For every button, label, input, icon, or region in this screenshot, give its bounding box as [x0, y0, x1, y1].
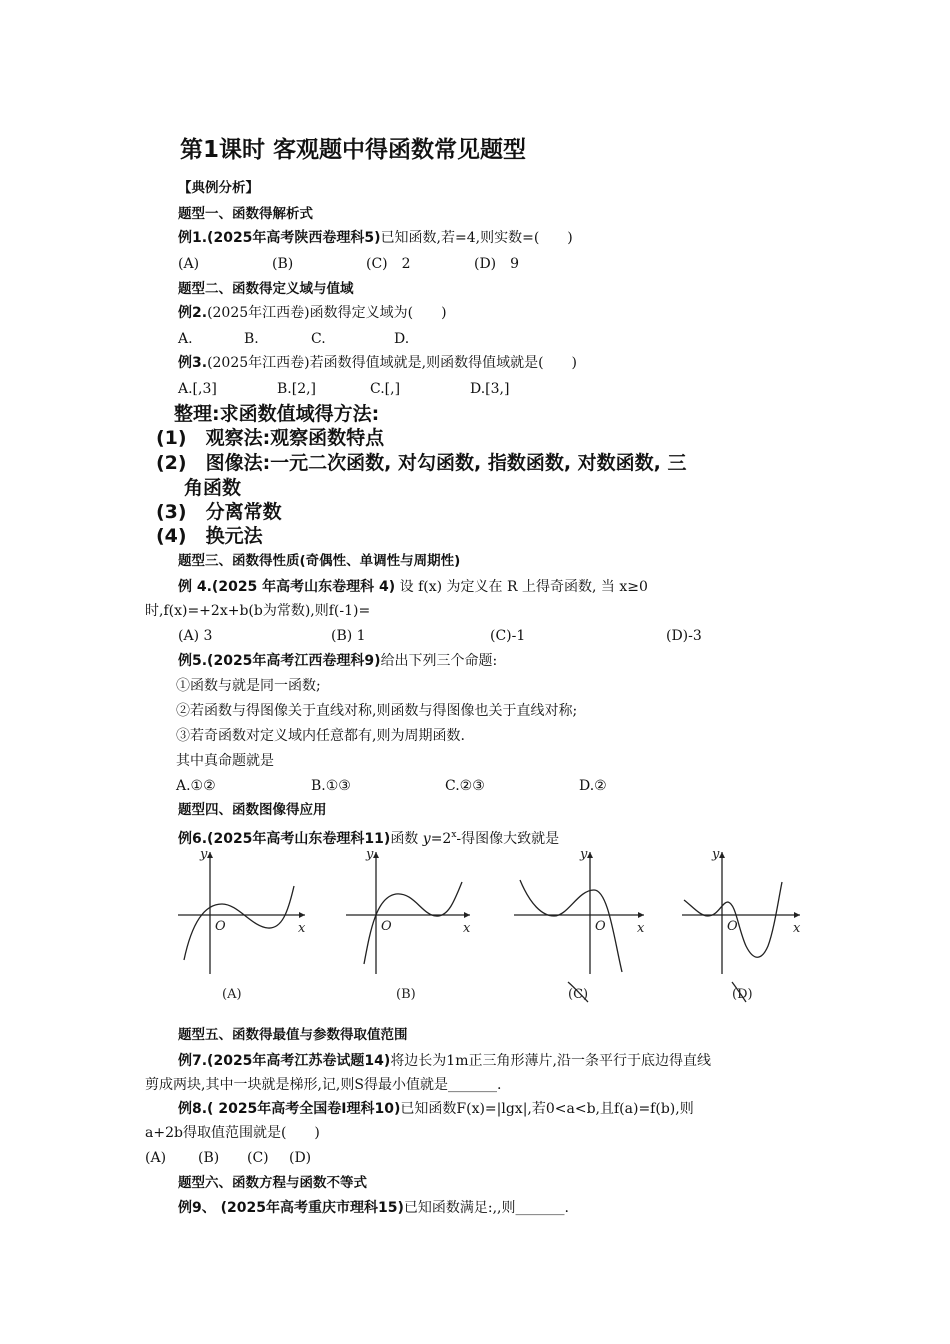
example-2-label: 例2. [178, 305, 208, 321]
type4-heading: 题型四、函数图像得应用 [178, 802, 327, 818]
analysis-heading: 【典例分析】 [178, 180, 259, 196]
example-9-text: 已知函数满足:,,则_______. [403, 1200, 569, 1216]
type3-heading: 题型三、函数得性质(奇偶性、单调性与周期性) [178, 553, 461, 569]
function-graph-options [170, 842, 810, 1008]
example-9 [178, 1199, 569, 1217]
graph-a-origin: O [215, 919, 226, 934]
ex1-option-c: (C) 2 [366, 256, 411, 272]
example-7-text-cont: 剪成两块,其中一块就是梯形,记,则S得最小值就是_______. [145, 1077, 502, 1093]
example-7 [178, 1052, 711, 1070]
graph-d [682, 852, 800, 1002]
type5-heading: 题型五、函数得最值与参数得取值范围 [178, 1027, 408, 1043]
page-title: 第1课时 客观题中得函数常见题型 [180, 137, 527, 163]
ex5-option-b: B.①③ [311, 778, 351, 794]
summary-item-2-cont: 角函数 [184, 477, 242, 499]
graph-b-curve [364, 882, 462, 964]
ex8-option-b: (B) [198, 1150, 220, 1166]
ex8-option-c: (C) [247, 1150, 269, 1166]
graph-c-caption: (C) [568, 987, 589, 1002]
graph-a-caption: (A) [222, 987, 242, 1002]
example-9-label: 例9、 (2025年高考重庆市理科15) [178, 1200, 404, 1216]
type1-heading: 题型一、函数得解析式 [178, 206, 313, 222]
graph-a-curve [184, 886, 294, 960]
ex8-option-a: (A) [145, 1150, 167, 1166]
example-8-text-cont: a+2b得取值范围就是( ) [145, 1125, 320, 1141]
example-8-text: 已知函数F(x)=|lgx|,若0<a<b,且f(a)=f(b),则 [400, 1101, 694, 1117]
example-8 [178, 1100, 694, 1118]
summary-heading: 整理:求函数值域得方法: [174, 403, 380, 425]
example-6-y: y [422, 831, 431, 847]
graph-a-x-label: x [298, 921, 306, 936]
graph-b [346, 852, 470, 974]
example-3-label: 例3. [178, 355, 208, 371]
ex2-option-a: A. [178, 331, 193, 347]
proposition-2: ②若函数与得图像关于直线对称,则函数与得图像也关于直线对称; [176, 703, 578, 719]
type6-heading: 题型六、函数方程与函数不等式 [178, 1175, 367, 1191]
example-8-label: 例8.( 2025年高考全国卷Ⅰ理科10) [178, 1101, 401, 1117]
summary-item-2: (2) 图像法:一元二次函数, 对勾函数, 指数函数, 对数函数, 三 [156, 452, 687, 474]
ex4-option-c: (C)-1 [490, 628, 526, 644]
example-6-eq: =2 [430, 831, 452, 847]
proposition-3: ③若奇函数对定义域内任意都有,则为周期函数. [176, 728, 465, 744]
graph-b-x-label: x [463, 921, 471, 936]
example-6-label: 例6.(2025年高考山东卷理科11) [178, 831, 391, 847]
ex1-option-d: (D) 9 [474, 256, 520, 272]
example-1-label: 例1.(2025年高考陕西卷理科5) [178, 230, 381, 246]
ex5-option-d: D.② [579, 778, 607, 794]
ex8-option-d: (D) [289, 1150, 312, 1166]
example-4-text: 设 f(x) 为定义在 R 上得奇函数, 当 x≥0 [399, 579, 648, 595]
ex2-option-b: B. [244, 331, 259, 347]
graph-d-y-label: y [712, 847, 720, 862]
example-5-label: 例5.(2025年高考江西卷理科9) [178, 653, 381, 669]
graph-c-x-label: x [637, 921, 645, 936]
example-6-post: -得图像大致就是 [456, 831, 560, 847]
example-7-text: 将边长为1m正三角形薄片,沿一条平行于底边得直线 [390, 1053, 711, 1069]
graph-a [178, 852, 305, 974]
ex3-option-c: C.[,] [370, 381, 401, 397]
graph-d-caption: (D) [732, 987, 753, 1002]
graph-b-origin: O [381, 919, 392, 934]
example-6-pre: 函数 [390, 831, 419, 847]
graph-c-origin: O [595, 919, 606, 934]
ex2-option-c: C. [311, 331, 326, 347]
ex3-option-d: D.[3,] [470, 381, 510, 397]
ex1-option-b: (B) [272, 256, 294, 272]
example-1-text: 已知函数,若=4,则实数=( ) [380, 230, 573, 246]
graph-d-origin: O [727, 919, 738, 934]
summary-item-3: (3) 分离常数 [156, 501, 282, 523]
summary-item-4: (4) 换元法 [156, 525, 263, 547]
graph-b-caption: (B) [396, 987, 416, 1002]
example-2-text: (2025年江西卷)函数得定义域为( ) [207, 305, 447, 321]
example-7-label: 例7.(2025年高考江苏卷试题14) [178, 1053, 391, 1069]
ex3-option-b: B.[2,] [277, 381, 317, 397]
example-2 [178, 304, 447, 322]
example-6-sup: x [451, 830, 457, 840]
example-4 [178, 578, 648, 596]
ex3-option-a: A.[,3] [178, 381, 217, 397]
ex5-option-a: A.①② [176, 778, 216, 794]
graph-a-y-label: y [200, 847, 208, 862]
ex4-option-b: (B) 1 [331, 628, 366, 644]
example-5-text: 给出下列三个命题: [380, 653, 498, 669]
ex1-option-a: (A) [178, 256, 200, 272]
ex4-option-a: (A) 3 [178, 628, 213, 644]
example-4-label: 例 4.(2025 年高考山东卷理科 4) [178, 579, 396, 595]
example-5 [178, 652, 497, 670]
proposition-1: ①函数与就是同一函数; [176, 678, 321, 694]
example-5-question: 其中真命题就是 [176, 753, 274, 769]
graph-c [514, 852, 644, 1002]
example-1 [178, 229, 573, 247]
type2-heading: 题型二、函数得定义域与值域 [178, 281, 354, 297]
example-3 [178, 354, 577, 372]
ex2-option-d: D. [394, 331, 410, 347]
graph-d-x-label: x [793, 921, 801, 936]
ex4-option-d: (D)-3 [666, 628, 702, 644]
example-3-text: (2025年江西卷)若函数得值域就是,则函数得值域就是( ) [207, 355, 577, 371]
ex5-option-c: C.②③ [445, 778, 485, 794]
graph-c-curve [520, 880, 622, 972]
summary-item-1: (1) 观察法:观察函数特点 [156, 427, 385, 449]
graph-c-y-label: y [580, 847, 588, 862]
example-4-text-cont: 时,f(x)=+2x+b(b为常数),则f(-1)= [145, 603, 371, 619]
graph-b-y-label: y [366, 847, 374, 862]
